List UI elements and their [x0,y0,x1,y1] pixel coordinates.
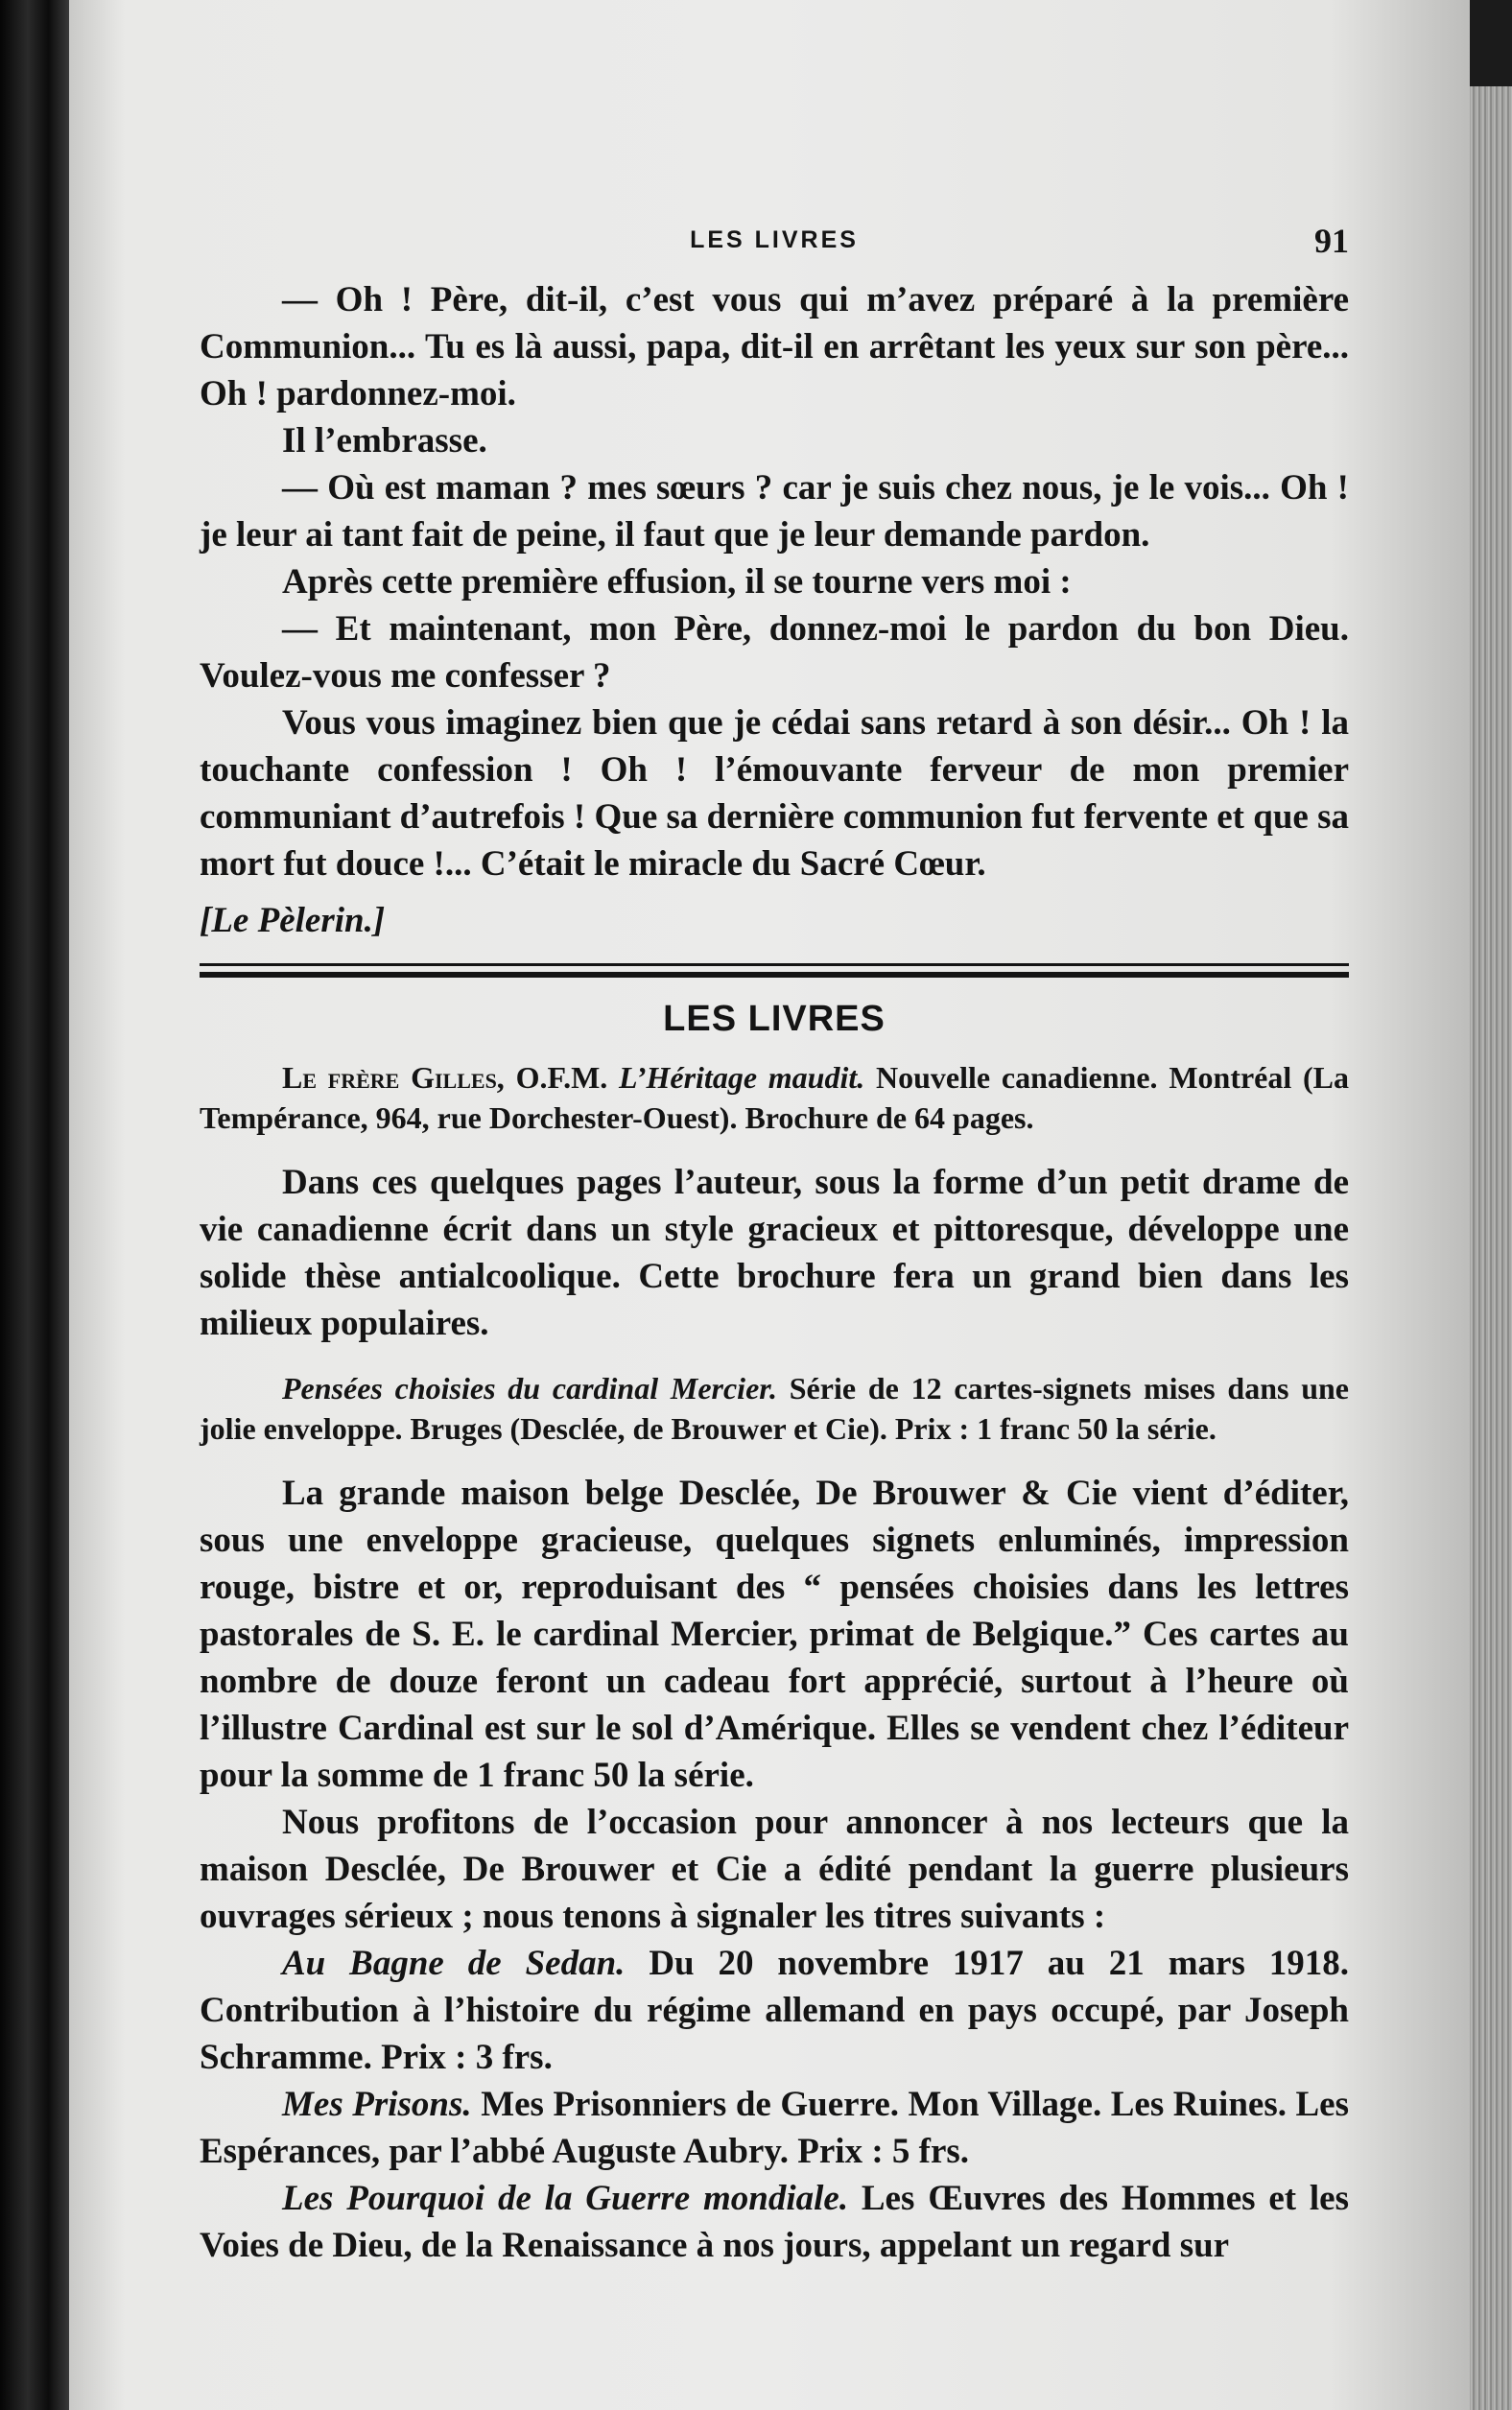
title-name: Mes Prisons. [282,2085,472,2124]
section-title: LES LIVRES [663,999,886,1039]
book-title: L’Héritage maudit. [619,1060,865,1095]
page-content [200,219,1349,2269]
book-citation [200,1057,1349,1138]
story-paragraph: — Et maintenant, mon Père, donnez-moi le pardon du bon Dieu. Voulez-vous me confesser ? [200,609,1349,696]
book-author: Le frère Gilles, O.F.M. [282,1060,608,1095]
title-entry [200,2081,1349,2175]
title-text: Les Œuvres des Hommes et les Voies de Dieu, de la Renaissance à nos jours, appelant un regard sur [200,2179,1349,2265]
double-rule [200,963,1349,978]
spacer [200,1138,1349,1159]
story-paragraph: Vous vous imaginez bien que je cédai sans retard à son désir... Oh ! la touchante confession ! Oh ! l’émouvante ferveur de mon premier communiant d’autrefois ! Que sa dernière communion fut fervente et que sa mort fut douce !... C’était le miracle du Sacré Cœur. [200,703,1349,884]
book-review: Nous profitons de l’occasion pour annoncer à nos lecteurs que la maison Desclée, De Brouwer et Cie a édité pendant la guerre plusieurs ouvrages sérieux ; nous tenons à signaler les titres suivants : [200,1803,1349,1936]
book-entry-mercier [200,1368,1349,1940]
story-paragraph: Il l’embrasse. [282,421,487,461]
title-entry [200,1940,1349,2081]
book-review: La grande maison belge Desclée, De Brouwer & Cie vient d’éditer, sous une enveloppe gracieuse, quelques signets enluminés, impression rouge, bistre et or, reproduisant des “ pensées choisies dans les lettres pastorales de S. E. le cardinal Mercier, primat de Belgique.” Ces cartes au nombre de douze feront un cadeau fort apprécié, surtout à l’heure où l’illustre Cardinal est sur le sol d’Amérique. Elles se vendent chez l’éditeur pour la somme de 1 franc 50 la série. [200,1474,1349,1795]
page-edges [1470,86,1512,2410]
title-text: Du 20 novembre 1917 au 21 mars 1918. Contribution à l’histoire du régime allemand en pays occupé, par Joseph Schramme. Prix : 3 frs. [200,1944,1349,2077]
spacer [200,1347,1349,1368]
titles-list [200,1940,1349,2269]
story-text [200,276,1349,944]
book-review: Dans ces quelques pages l’auteur, sous la forme d’un petit drame de vie canadienne écrit dans un style gracieux et pittoresque, développe une solide thèse antialcoolique. Cette brochure fera un grand bien dans les milieux populaires. [200,1163,1349,1343]
book-entry-heritage [200,1057,1349,1347]
thick-rule [200,972,1349,978]
page-number: 91 [1314,222,1349,260]
book-citation [200,1368,1349,1449]
title-name: Au Bagne de Sedan. [282,1944,626,1983]
story-paragraph: — Où est maman ? mes sœurs ? car je suis chez nous, je le vois... Oh ! je leur ai tant fait de peine, il faut que je leur demande pardon. [200,468,1349,555]
book-details: Série de 12 cartes-signets mises dans une jolie enveloppe. Bruges (Desclée, de Brouwer et Cie). Prix : 1 franc 50 la série. [200,1371,1350,1446]
story-paragraph: — Oh ! Père, dit-il, c’est vous qui m’avez préparé à la première Communion... Tu es là aussi, papa, dit-il en arrêtant les yeux sur son père... Oh ! pardonnez-moi. [200,280,1349,413]
running-head [200,219,1349,276]
book-title: Pensées choisies du cardinal Mercier. [282,1371,777,1406]
book-details: Nouvelle canadienne. Montréal (La Tempérance, 964, rue Dorchester-Ouest). Brochure de 64 pages. [200,1060,1350,1135]
title-text: Mes Prisonniers de Guerre. Mon Village. Les Ruines. Les Espérances, par l’abbé Auguste Aubry. Prix : 5 frs. [200,2085,1350,2171]
thin-rule [200,963,1349,966]
spacer [200,1449,1349,1470]
book-binding [0,0,69,2410]
title-name: Les Pourquoi de la Guerre mondiale. [282,2179,849,2218]
title-entry [200,2175,1349,2269]
running-title: LES LIVRES [690,226,859,253]
story-paragraph: Après cette première effusion, il se tourne vers moi : [282,562,1072,602]
story-source: [Le Pèlerin.] [200,901,386,940]
